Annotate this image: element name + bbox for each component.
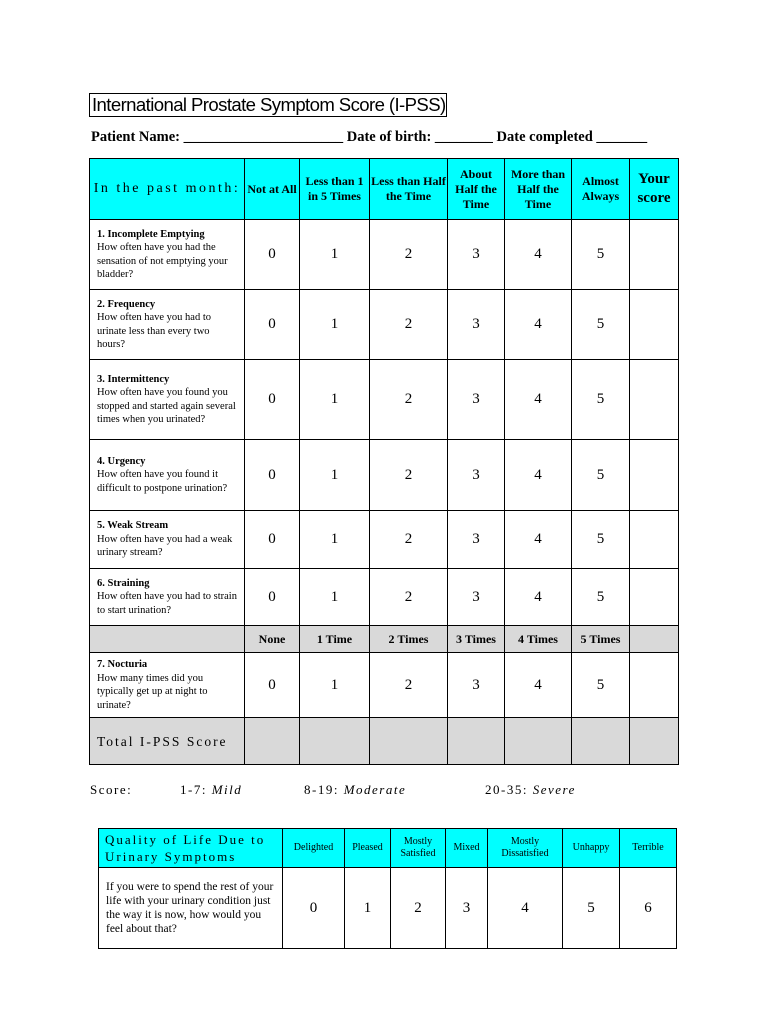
patient-info-line: Patient Name: ______________________ Date of birth: ________ Date completed _______ [91,129,648,145]
total-score-label: Total I-PSS Score [90,718,245,765]
score-category: Mild [211,782,243,797]
answer-option[interactable]: 4 [505,440,572,511]
ipss-col-header: Less than 1 in 5 Times [300,159,370,220]
answer-option[interactable]: 4 [505,220,572,290]
score-range: 1-7: [180,782,207,797]
nocturia-header-blank [90,626,245,653]
form-title: International Prostate Symptom Score (I-PSS) [89,93,447,117]
answer-option[interactable]: 2 [370,653,448,718]
question-title: 4. Urgency [97,455,146,467]
answer-option[interactable]: 4 [505,569,572,626]
ipss-table [89,158,679,765]
ipss-col-header: Not at All [245,159,300,220]
score-category: Moderate [343,782,407,797]
your-score-cell[interactable] [630,360,679,440]
question-row [90,653,679,718]
question-title: 3. Intermittency [97,373,170,385]
question-text: How often have you had to strain to start urination? [97,591,237,616]
answer-option[interactable]: 1 [300,360,370,440]
qol-col-header: Mostly Dissatisfied [488,829,563,868]
total-score-cell[interactable] [630,718,679,765]
answer-option[interactable]: 2 [370,511,448,569]
answer-option[interactable]: 3 [448,360,505,440]
qol-answer-option[interactable]: 3 [446,868,488,949]
answer-option[interactable]: 4 [505,360,572,440]
answer-option[interactable]: 5 [572,290,630,360]
ipss-col-header: Almost Always [572,159,630,220]
answer-option[interactable]: 5 [572,653,630,718]
question-text: How often have you had a weak urinary stream? [97,533,233,559]
question-row [90,220,679,290]
answer-option[interactable]: 3 [448,290,505,360]
nocturia-header-blank [630,626,679,653]
nocturia-col-header: 1 Time [300,626,370,653]
nocturia-col-header: 3 Times [448,626,505,653]
your-score-header: Your score [630,159,679,220]
nocturia-header-row [90,626,679,653]
answer-option[interactable]: 1 [300,290,370,360]
answer-option[interactable]: 3 [448,440,505,511]
your-score-cell[interactable] [630,440,679,511]
nocturia-col-header: 4 Times [505,626,572,653]
question-title: 7. Nocturia [97,659,148,670]
question-title: 6. Straining [97,577,150,589]
answer-option[interactable]: 1 [300,511,370,569]
total-score-row [90,718,679,765]
nocturia-col-header: 5 Times [572,626,630,653]
question-text: How many times did you typically get up at night to urinate? [97,672,208,711]
qol-col-header: Pleased [345,829,391,868]
answer-option[interactable]: 3 [448,569,505,626]
answer-option[interactable]: 2 [370,290,448,360]
qol-answer-option[interactable]: 0 [283,868,345,949]
answer-option[interactable]: 3 [448,220,505,290]
score-category: Severe [532,782,576,797]
ipss-col-header: About Half the Time [448,159,505,220]
qol-header-lead: Quality of Life Due to Urinary Symptoms [99,829,283,868]
question-text: How often have you had to urinate less than every two hours? [97,312,212,350]
ipss-col-header: Less than Half the Time [370,159,448,220]
answer-option[interactable]: 0 [245,220,300,290]
answer-option[interactable]: 3 [448,511,505,569]
qol-answer-option[interactable]: 2 [391,868,446,949]
qol-col-header: Mostly Satisfied [391,829,446,868]
ipss-header-row [90,159,679,220]
question-text: How often have you found you stopped and started again several times when you urinated? [97,387,236,425]
answer-option[interactable]: 5 [572,569,630,626]
answer-option[interactable]: 5 [572,440,630,511]
your-score-cell[interactable] [630,569,679,626]
question-text: How often have you had the sensation of not emptying your bladder? [97,242,228,280]
score-range: 8-19: [304,782,339,797]
question-title: 1. Incomplete Emptying [97,228,205,240]
answer-option[interactable]: 5 [572,511,630,569]
question-title: 5. Weak Stream [97,520,169,532]
question-row [90,440,679,511]
answer-option[interactable]: 5 [572,220,630,290]
qol-col-header: Terrible [620,829,677,868]
answer-option[interactable]: 2 [370,360,448,440]
answer-option[interactable]: 0 [245,290,300,360]
answer-option[interactable]: 1 [300,220,370,290]
answer-option[interactable]: 1 [300,440,370,511]
your-score-cell[interactable] [630,290,679,360]
question-row [90,290,679,360]
answer-option[interactable]: 2 [370,569,448,626]
question-row [90,511,679,569]
qol-answer-option[interactable]: 4 [488,868,563,949]
qol-answer-option[interactable]: 5 [563,868,620,949]
your-score-cell[interactable] [630,653,679,718]
answer-option[interactable]: 3 [448,653,505,718]
score-legend-label: Score: [90,782,133,797]
qol-answer-option[interactable]: 6 [620,868,677,949]
qol-header-row [99,829,677,868]
answer-option[interactable]: 0 [245,360,300,440]
question-row [90,360,679,440]
quality-of-life-table [98,828,677,949]
answer-option[interactable]: 1 [300,569,370,626]
qol-col-header: Unhappy [563,829,620,868]
qol-question-row [99,868,677,949]
your-score-cell[interactable] [630,220,679,290]
answer-option[interactable]: 0 [245,440,300,511]
ipss-header-lead: In the past month: [90,159,245,220]
qol-col-header: Mixed [446,829,488,868]
answer-option[interactable]: 0 [245,569,300,626]
answer-option[interactable]: 0 [245,653,300,718]
answer-option[interactable]: 2 [370,440,448,511]
nocturia-col-header: None [245,626,300,653]
your-score-cell[interactable] [630,511,679,569]
answer-option[interactable]: 1 [300,653,370,718]
answer-option[interactable]: 2 [370,220,448,290]
answer-option[interactable]: 5 [572,360,630,440]
question-row [90,569,679,626]
answer-option[interactable]: 0 [245,511,300,569]
answer-option[interactable]: 4 [505,511,572,569]
qol-answer-option[interactable]: 1 [345,868,391,949]
question-title: 2. Frequency [97,298,156,310]
nocturia-col-header: 2 Times [370,626,448,653]
qol-question-text: If you were to spend the rest of your life with your urinary condition just the way it is now, how would you feel about that? [99,868,283,949]
question-text: How often have you found it difficult to postpone urination? [97,469,228,494]
qol-col-header: Delighted [283,829,345,868]
answer-option[interactable]: 4 [505,290,572,360]
score-range: 20-35: [485,782,528,797]
ipss-col-header: More than Half the Time [505,159,572,220]
answer-option[interactable]: 4 [505,653,572,718]
